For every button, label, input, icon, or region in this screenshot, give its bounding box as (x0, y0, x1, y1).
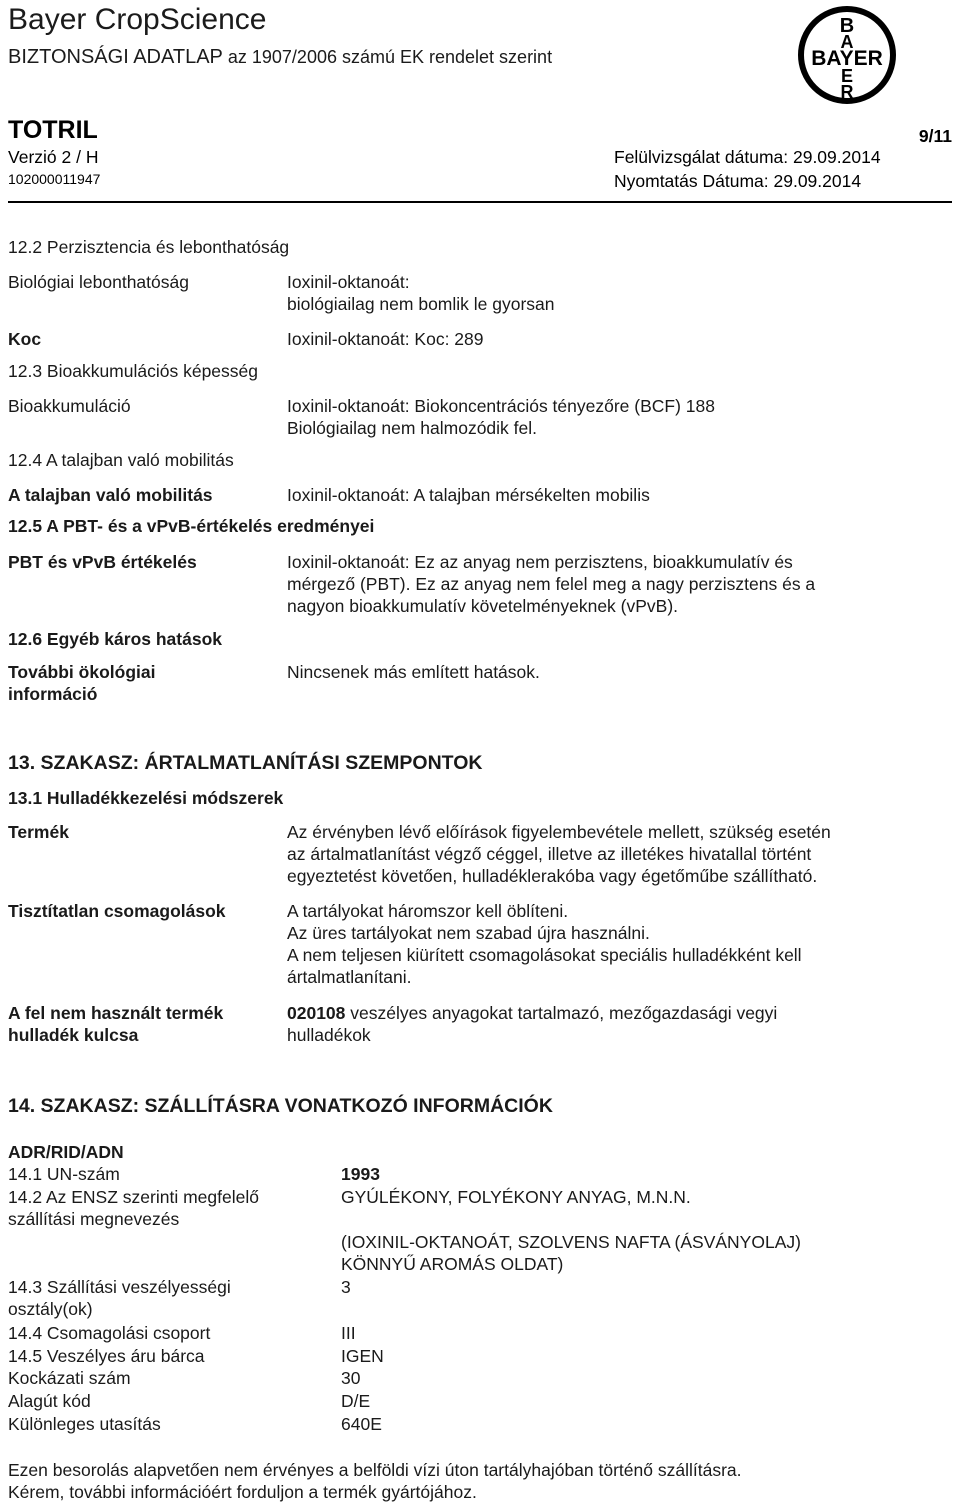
biodegradability-value: Ioxinil-oktanoát: biológiailag nem bomlik le gyorsan (287, 272, 555, 314)
section-12-3-title: 12.3 Bioakkumulációs képesség (8, 361, 259, 381)
packing-group-value: III (341, 1323, 356, 1343)
tunnel-code-value: D/E (341, 1391, 371, 1411)
pbt-label: PBT és vPvB értékelés (8, 552, 197, 572)
tunnel-code-label: Alagút kód (8, 1391, 91, 1411)
waste-code: 020108 (287, 1003, 346, 1023)
section-14-title: 14. SZAKASZ: SZÁLLÍTÁSRA VONATKOZÓ INFORMÁCIÓK (8, 1095, 553, 1117)
soil-mobility-label: A talajban való mobilitás (8, 485, 213, 505)
special-provision-label: Különleges utasítás (8, 1414, 161, 1434)
waste-key-value (287, 1002, 777, 1046)
product-disposal-value: Az érvényben lévő előírások figyelembevétele mellett, szükség esetén az ártalmatlanítást végző céggel, illetve az illetékes hivatallal történt egyeztetést követően, hulladéklerakóba vagy égetőműbe szállítható. (287, 822, 831, 886)
adr-subtitle: ADR/RID/ADN (8, 1142, 124, 1162)
bioaccumulation-value: Ioxinil-oktanoát: Biokoncentrációs tényezőre (BCF) 188 Biológiailag nem halmozódik fel. (287, 396, 715, 438)
product-disposal-label: Termék (8, 822, 69, 842)
bayer-cross-logo (792, 5, 902, 105)
hazard-number-label: Kockázati szám (8, 1368, 131, 1388)
env-hazard-label: 14.5 Veszélyes áru bárca (8, 1346, 205, 1366)
waste-description: veszélyes anyagokat tartalmazó, mezőgazdasági vegyi hulladékok (287, 1003, 778, 1045)
packing-group-label: 14.4 Csomagolási csoport (8, 1323, 211, 1343)
section-12-4-title: 12.4 A talajban való mobilitás (8, 450, 234, 470)
shipping-name-detail: (IOXINIL-OKTANOÁT, SZOLVENS NAFTA (ÁSVÁNYOLAJ) KÖNNYŰ AROMÁS OLDAT) (341, 1232, 801, 1274)
document-type (8, 45, 552, 69)
revision-date: Felülvizsgálat dátuma: 29.09.2014 (614, 147, 881, 167)
section-13-1-title: 13.1 Hulladékkezelési módszerek (8, 788, 284, 808)
shipping-name-label: 14.2 Az ENSZ szerinti megfelelő szállítási megnevezés (8, 1187, 259, 1229)
hazard-class-value: 3 (341, 1277, 351, 1297)
hazard-class-label: 14.3 Szállítási veszélyességi osztály(ok) (8, 1277, 231, 1319)
biodegradability-label: Biológiai lebonthatóság (8, 272, 189, 292)
other-ecological-label: További ökológiai információ (8, 662, 156, 704)
env-hazard-value: IGEN (341, 1346, 384, 1366)
shipping-name-value: GYÚLÉKONY, FOLYÉKONY ANYAG, M.N.N. (341, 1187, 691, 1207)
koc-value: Ioxinil-oktanoát: Koc: 289 (287, 329, 484, 349)
product-name: TOTRIL (8, 116, 98, 144)
un-number-label: 14.1 UN-szám (8, 1164, 120, 1184)
transport-note: Ezen besorolás alapvetően nem érvényes a belföldi vízi úton tartályhajóban történő szállításra. Kérem, további információért forduljon a termék gyártójához. (8, 1460, 742, 1502)
waste-key-label: A fel nem használt termék hulladék kulcsa (8, 1003, 224, 1045)
packaging-label: Tisztítatlan csomagolások (8, 901, 226, 921)
pbt-value: Ioxinil-oktanoát: Ez az anyag nem perzisztens, bioakkumulatív és mérgező (PBT). Ez az anyag nem felel meg a nagy perzisztens és a nagyon bioakkumulatív követelményeknek (vPvB). (287, 552, 816, 616)
un-number-value: 1993 (341, 1164, 380, 1184)
print-date: Nyomtatás Dátuma: 29.09.2014 (614, 171, 862, 191)
hazard-number-value: 30 (341, 1368, 361, 1388)
document-type-main: BIZTONSÁGI ADATLAP (8, 46, 223, 68)
section-12-2-title: 12.2 Perzisztencia és lebonthatóság (8, 237, 290, 257)
logo-letter-e: E (840, 66, 854, 86)
logo-word-bayer: BAYER (811, 47, 883, 70)
logo-letter-r: R (840, 82, 854, 102)
logo-letter-a: A (840, 32, 854, 52)
section-12-6-title: 12.6 Egyéb káros hatások (8, 629, 222, 649)
section-13-title: 13. SZAKASZ: ÁRTALMATLANÍTÁSI SZEMPONTOK (8, 752, 483, 774)
version: Verzió 2 / H (8, 147, 99, 167)
product-code: 102000011947 (8, 171, 101, 187)
section-12-5-title: 12.5 A PBT- és a vPvB-értékelés eredményei (8, 516, 375, 536)
document-type-sub: az 1907/2006 számú EK rendelet szerint (222, 47, 553, 67)
company-name: Bayer CropScience (8, 3, 267, 36)
bioaccumulation-label: Bioakkumuláció (8, 396, 131, 416)
header-divider (8, 201, 952, 203)
soil-mobility-value: Ioxinil-oktanoát: A talajban mérsékelten mobilis (287, 485, 650, 505)
page-number: 9/11 (918, 126, 952, 146)
other-ecological-value: Nincsenek más említett hatások. (287, 662, 540, 682)
logo-letter-b: B (839, 15, 855, 37)
packaging-value: A tartályokat háromszor kell öblíteni. Az üres tartályokat nem szabad újra használni. A nem teljesen kiürített csomagolásokat speciális hulladékként kell ártalmatlanítani. (287, 901, 802, 987)
special-provision-value: 640E (341, 1414, 382, 1434)
koc-label: Koc (8, 329, 42, 349)
